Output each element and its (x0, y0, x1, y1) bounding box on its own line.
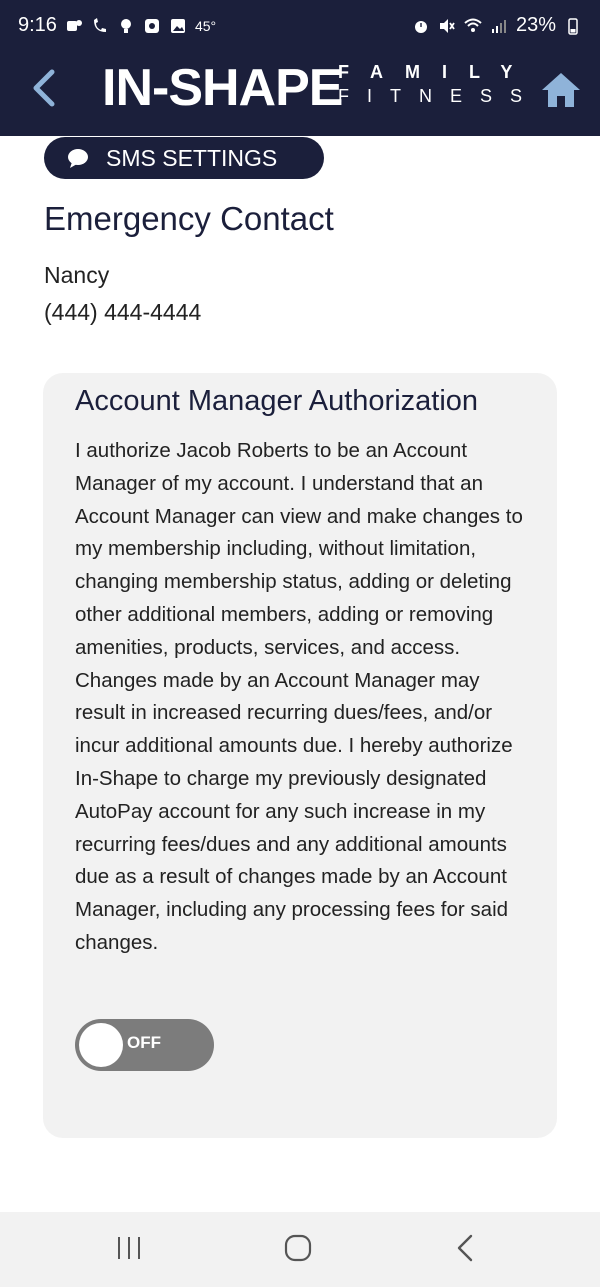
status-battery: 23% (515, 14, 556, 36)
status-bar (0, 0, 600, 52)
sms-settings-label: SMS SETTINGS (106, 144, 278, 171)
gallery-icon (169, 17, 187, 35)
home-icon[interactable] (540, 70, 582, 110)
emergency-contact-name: Nancy (44, 262, 110, 288)
signal-icon (490, 17, 508, 35)
wifi-call-icon (91, 17, 109, 35)
app-bar (0, 52, 600, 136)
battery-icon (564, 17, 582, 35)
account-manager-card (43, 373, 557, 1138)
emergency-contact-title: Emergency Contact (44, 200, 334, 237)
chevron-left-icon[interactable] (26, 68, 66, 108)
chat-bubble-icon (66, 147, 90, 169)
status-time: 9:16 (18, 14, 57, 36)
status-left (18, 14, 216, 37)
toggle-label: OFF (127, 1033, 161, 1052)
home-circle-icon[interactable] (284, 1234, 312, 1262)
mute-icon (438, 17, 456, 35)
account-manager-title: Account Manager Authorization (75, 385, 479, 417)
wifi-icon (464, 17, 482, 35)
emergency-contact-phone: (444) 444-4444 (44, 299, 202, 325)
account-manager-text: I authorize Jacob Roberts to be an Account Manager of my account. I understand that an Account Manager can view and make changes to my membership including, without limitation, changing membership status, adding or deleting other additional members, adding or removing amenities, products, services, and access. Changes made by an Account Manager may result in increased recurring dues/fees, and/or incur additional amounts due. I hereby authorize In-Shape to charge my previously designated AutoPay account for any such increase in my recurring fees/dues and any additional amounts due as a result of changes made by an Account Manager, including any processing fees for said changes. (75, 439, 523, 954)
status-temperature: 45° (194, 17, 217, 34)
app-icon (143, 17, 161, 35)
bulb-icon (117, 17, 135, 35)
teams-icon (65, 17, 83, 35)
system-nav-bar (0, 1212, 600, 1287)
authorization-toggle[interactable] (75, 1019, 214, 1071)
app-header (0, 0, 600, 136)
logo-fitness: FITNESS (338, 86, 541, 106)
sms-settings-button[interactable] (44, 137, 324, 179)
toggle-knob (79, 1023, 123, 1067)
back-icon[interactable] (455, 1234, 475, 1262)
logo-family: FAMILY (338, 62, 535, 82)
recents-icon[interactable] (116, 1236, 142, 1260)
status-right (412, 14, 582, 37)
alarm-icon (412, 17, 430, 35)
logo-in-shape: IN-SHAPE (102, 59, 343, 117)
